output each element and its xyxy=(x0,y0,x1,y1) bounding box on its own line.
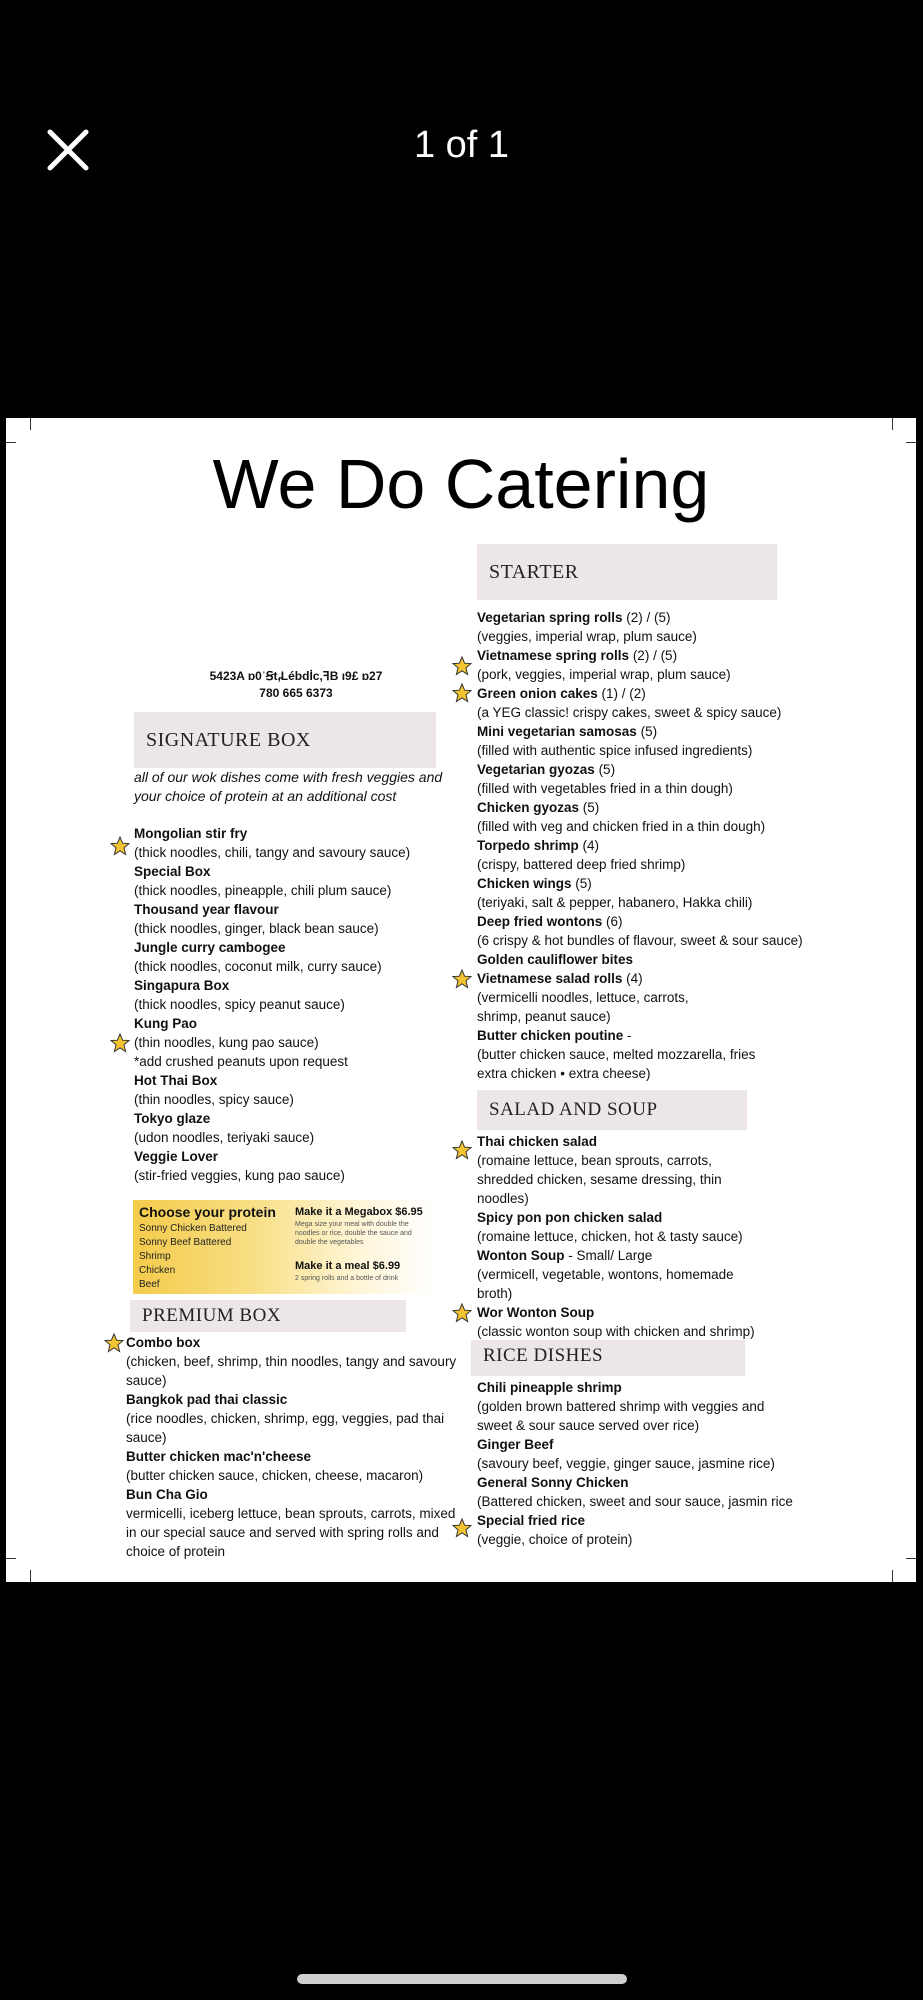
viewer-top-bar xyxy=(0,0,923,300)
list-item: Vegetarian spring rolls (2) / (5) xyxy=(477,610,671,625)
item-description: (thick noodles, spicy peanut sauce) xyxy=(134,997,345,1012)
list-item: Chicken wings (5) xyxy=(477,876,592,891)
item-description: shredded chicken, sesame dressing, thin xyxy=(477,1172,722,1187)
item-description: (stir-fried veggies, kung pao sauce) xyxy=(134,1168,345,1183)
section-heading-premium: PREMIUM BOX xyxy=(130,1300,406,1332)
list-item: Wor Wonton Soup xyxy=(477,1305,595,1320)
list-item: Vietnamese spring rolls (2) / (5) xyxy=(477,648,678,663)
page-title: We Do Catering xyxy=(212,445,710,523)
list-item: Mini vegetarian samosas (5) xyxy=(477,724,658,739)
crop-mark xyxy=(906,1558,916,1559)
list-item: Butter chicken mac'n'cheese xyxy=(126,1449,311,1464)
crop-mark xyxy=(30,418,31,430)
item-description: (thick noodles, pineapple, chili plum sauce) xyxy=(134,883,392,898)
crop-mark xyxy=(892,418,893,430)
item-description: (classic wonton soup with chicken and shrimp) xyxy=(477,1324,755,1339)
star-icon xyxy=(110,836,130,856)
protein-option: Shrimp xyxy=(139,1251,171,1262)
item-description: sweet & sour sauce served over rice) xyxy=(477,1418,700,1433)
section-heading-starter: STARTER xyxy=(477,544,777,600)
list-item: Bangkok pad thai classic xyxy=(126,1392,288,1407)
protein-option: Beef xyxy=(139,1279,160,1290)
crop-mark xyxy=(892,1570,893,1582)
item-description: (filled with vegetables fried in a thin dough) xyxy=(477,781,733,796)
crop-mark xyxy=(906,442,916,443)
list-item: Hot Thai Box xyxy=(134,1073,218,1088)
list-item: Chicken gyozas (5) xyxy=(477,800,600,815)
crop-mark xyxy=(30,1570,31,1582)
item-description: in our special sauce and served with spring rolls and xyxy=(126,1525,439,1540)
star-icon xyxy=(452,1518,472,1538)
section-heading-rice: RICE DISHES xyxy=(471,1340,745,1376)
item-description: (filled with authentic spice infused ingredients) xyxy=(477,743,753,758)
phone: 780 665 6373 xyxy=(259,686,333,700)
promo-protein-heading: Choose your protein xyxy=(139,1204,276,1220)
item-description: extra chicken • extra cheese) xyxy=(477,1066,651,1081)
crop-mark xyxy=(6,442,16,443)
list-item: Vietnamese salad rolls (4) xyxy=(477,971,643,986)
star-icon xyxy=(452,969,472,989)
menu-page xyxy=(6,418,916,1582)
list-item: Spicy pon pon chicken salad xyxy=(477,1210,663,1225)
item-description: (vermicelli noodles, lettuce, carrots, xyxy=(477,990,689,1005)
item-description: (thin noodles, kung pao sauce) xyxy=(134,1035,319,1050)
section-heading-salad-soup: SALAD AND SOUP xyxy=(477,1090,747,1130)
list-item: General Sonny Chicken xyxy=(477,1475,629,1490)
item-note: *add crushed peanuts upon request xyxy=(134,1054,348,1069)
list-item: Vegetarian gyozas (5) xyxy=(477,762,616,777)
list-item: Special fried rice xyxy=(477,1513,586,1528)
crop-mark xyxy=(6,1558,16,1559)
address: 5423A ɒ0ˈꞨt,̵Lébdİc,ꟻB ı9£ ɒ27 xyxy=(209,669,383,683)
list-item: Special Box xyxy=(134,864,211,879)
item-description: (rice noodles, chicken, shrimp, egg, veggies, pad thai xyxy=(126,1411,445,1426)
item-description: (golden brown battered shrimp with veggies and xyxy=(477,1399,765,1414)
star-icon xyxy=(452,656,472,676)
list-item: Deep fried wontons (6) xyxy=(477,914,623,929)
protein-option: Sonny Chicken Battered xyxy=(139,1223,247,1234)
star-icon xyxy=(452,683,472,703)
item-description: vermicelli, iceberg lettuce, bean sprouts, carrots, mixed xyxy=(126,1506,456,1521)
star-icon xyxy=(110,1033,130,1053)
list-item: Ginger Beef xyxy=(477,1437,554,1452)
megabox-offer: Make it a Megabox $6.95 xyxy=(295,1206,423,1218)
item-description: (teriyaki, salt & pepper, habanero, Hakka chili) xyxy=(477,895,753,910)
list-item: Singapura Box xyxy=(134,978,230,993)
item-description: (Battered chicken, sweet and sour sauce, jasmin rice xyxy=(477,1494,793,1509)
protein-promo-box xyxy=(133,1200,435,1294)
list-item: Mongolian stir fry xyxy=(134,826,248,841)
star-icon xyxy=(104,1333,124,1353)
list-item: Chili pineapple shrimp xyxy=(477,1380,622,1395)
item-description: shrimp, peanut sauce) xyxy=(477,1009,611,1024)
list-item: Kung Pao xyxy=(134,1016,197,1031)
list-item: Thai chicken salad xyxy=(477,1134,598,1149)
item-description: noodles) xyxy=(477,1191,529,1206)
item-description: (crispy, battered deep fried shrimp) xyxy=(477,857,686,872)
item-description: (thick noodles, coconut milk, curry sauce) xyxy=(134,959,382,974)
item-description: (savoury beef, veggie, ginger sauce, jasmine rice) xyxy=(477,1456,775,1471)
meal-offer: Make it a meal $6.99 xyxy=(295,1260,401,1272)
list-item: Thousand year flavour xyxy=(134,902,279,917)
page-counter: 1 of 1 xyxy=(413,124,510,166)
megabox-description: Mega size your meal with double the noodles or rice, double the sauce and double the vegetables xyxy=(295,1221,412,1246)
list-item: Golden cauliflower bites xyxy=(477,952,634,967)
item-description: (romaine lettuce, chicken, hot & tasty sauce) xyxy=(477,1229,743,1244)
star-icon xyxy=(452,1303,472,1323)
list-item: Combo box xyxy=(126,1335,201,1350)
item-description: (butter chicken sauce, melted mozzarella, fries xyxy=(477,1047,756,1062)
star-icon xyxy=(452,1140,472,1160)
signature-intro: all of our wok dishes come with fresh veggies and your choice of protein at an additional cost xyxy=(134,769,443,804)
item-description: (romaine lettuce, bean sprouts, carrots, xyxy=(477,1153,712,1168)
item-description: (veggies, imperial wrap, plum sauce) xyxy=(477,629,697,644)
protein-option: Sonny Beef Battered xyxy=(139,1237,232,1248)
item-description: (udon noodles, teriyaki sauce) xyxy=(134,1130,315,1145)
list-item: Butter chicken poutine - xyxy=(477,1028,632,1043)
item-description: (veggie, choice of protein) xyxy=(477,1532,633,1547)
section-heading-signature: SIGNATURE BOX xyxy=(134,712,436,768)
item-description: choice of protein xyxy=(126,1544,226,1559)
item-description: sauce) xyxy=(126,1373,167,1388)
item-description: (filled with veg and chicken fried in a thin dough) xyxy=(477,819,766,834)
list-item: Torpedo shrimp (4) xyxy=(477,838,600,853)
protein-option: Chicken xyxy=(139,1265,176,1276)
list-item: Jungle curry cambogee xyxy=(134,940,286,955)
item-description: (thin noodles, spicy sauce) xyxy=(134,1092,294,1107)
item-description: (pork, veggies, imperial wrap, plum sauce) xyxy=(477,667,731,682)
item-description: broth) xyxy=(477,1286,513,1301)
item-description: (thick noodles, chili, tangy and savoury sauce) xyxy=(134,845,411,860)
meal-description: 2 spring rolls and a bottle of drink xyxy=(295,1275,399,1282)
home-indicator[interactable] xyxy=(297,1974,627,1984)
item-description: (6 crispy & hot bundles of flavour, sweet & sour sauce) xyxy=(477,933,803,948)
item-description: sauce) xyxy=(126,1430,167,1445)
item-description: (butter chicken sauce, chicken, cheese, macaron) xyxy=(126,1468,424,1483)
list-item: Bun Cha Gio xyxy=(126,1487,208,1502)
item-description: (vermicell, vegetable, wontons, homemade xyxy=(477,1267,734,1282)
item-description: (chicken, beef, shrimp, thin noodles, tangy and savoury xyxy=(126,1354,457,1369)
list-item: Tokyo glaze xyxy=(134,1111,211,1126)
item-description: (a YEG classic! crispy cakes, sweet & spicy sauce) xyxy=(477,705,782,720)
item-description: (thick noodles, ginger, black bean sauce) xyxy=(134,921,379,936)
list-item: Wonton Soup - Small/ Large xyxy=(477,1248,653,1263)
list-item: Green onion cakes (1) / (2) xyxy=(477,686,646,701)
list-item: Veggie Lover xyxy=(134,1149,219,1164)
